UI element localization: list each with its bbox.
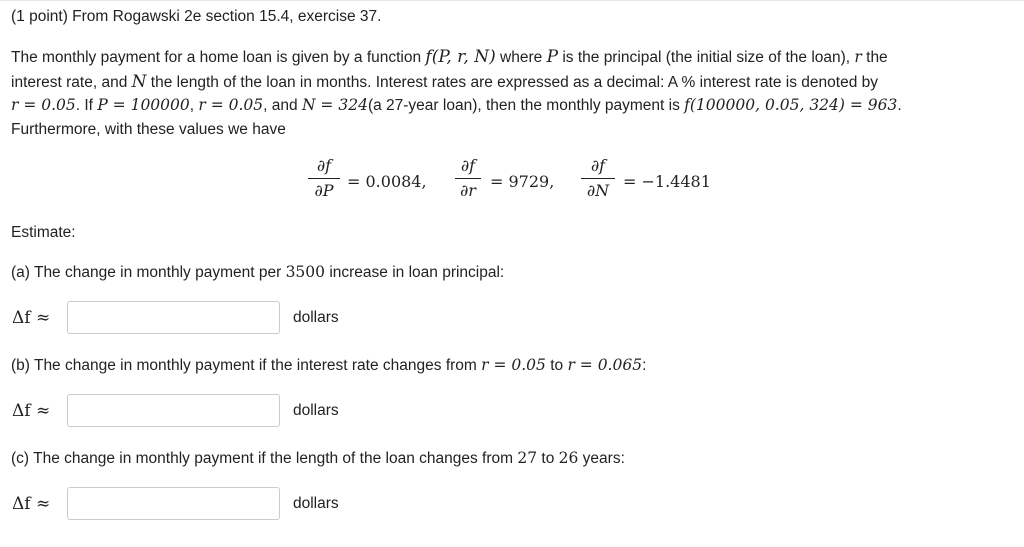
part-text: increase in loan principal: — [325, 264, 505, 281]
math-r-value: r = 0.05 — [11, 96, 76, 114]
answer-input-a[interactable] — [67, 301, 280, 334]
unit-label: dollars — [293, 495, 339, 512]
partial-f-P — [308, 156, 340, 201]
answer-input-b[interactable] — [67, 394, 280, 427]
math-value: 3500 — [285, 263, 326, 281]
math-value: 27 — [517, 449, 538, 467]
part-text: : — [642, 357, 647, 374]
part-text: (b) The change in monthly payment if the interest rate changes from — [11, 357, 482, 374]
partial-numerator: ∂f — [316, 156, 332, 175]
math-value: r = 0.05 — [481, 356, 546, 374]
problem-header: (1 point) From Rogawski 2e section 15.4, exercise 37. — [11, 8, 382, 25]
unit-label: dollars — [293, 309, 339, 326]
intro-line-2 — [11, 72, 878, 92]
part-text: to — [537, 450, 559, 467]
partial-N-value: = −1.4481 — [623, 172, 711, 191]
partial-r-value: = 9729, — [490, 172, 555, 191]
intro-text: the length of the loan in months. Interest rates are expressed as a decimal: A % interest rate is denoted by — [146, 74, 879, 91]
estimate-label: Estimate: — [11, 224, 76, 241]
partial-f-N — [581, 156, 615, 201]
intro-text: The monthly payment for a home loan is given by a function — [11, 49, 426, 66]
partial-numerator: ∂f — [590, 156, 606, 175]
intro-text: , — [189, 97, 199, 114]
intro-text: interest rate, and — [11, 74, 132, 91]
partial-denominator: ∂P — [314, 181, 334, 200]
math-r: r — [854, 48, 862, 66]
math-N: N — [131, 72, 147, 92]
intro-text: , and — [263, 97, 302, 114]
delta-f-approx: Δf ≈ — [12, 401, 51, 421]
part-b-label — [11, 356, 646, 375]
part-text: (a) The change in monthly payment per — [11, 264, 286, 281]
math-f-value: f(100000, 0.05, 324) = 963 — [684, 96, 898, 114]
delta-f-approx: Δf ≈ — [12, 494, 51, 514]
intro-text: where — [495, 49, 547, 66]
math-function: f(P, r, N) — [425, 47, 496, 67]
intro-text: . — [897, 97, 902, 114]
intro-text: (a 27-year loan), then the monthly payment is — [367, 97, 685, 114]
part-a-label — [11, 263, 504, 282]
part-text: to — [545, 357, 568, 374]
math-P: P — [546, 47, 559, 67]
intro-text: . If — [75, 97, 98, 114]
intro-line-3 — [11, 96, 902, 115]
fraction-bar — [581, 178, 615, 179]
math-value: r = 0.065 — [567, 356, 643, 374]
part-text: (c) The change in monthly payment if the length of the loan changes from — [11, 450, 518, 467]
intro-line-1 — [11, 47, 888, 67]
fraction-bar — [308, 178, 340, 179]
answer-input-c[interactable] — [67, 487, 280, 520]
part-c-label — [11, 449, 625, 468]
math-r-value: r = 0.05 — [198, 96, 264, 114]
partial-denominator: ∂r — [460, 181, 476, 200]
fraction-bar — [455, 178, 481, 179]
partial-denominator: ∂N — [586, 181, 610, 200]
top-border — [0, 0, 1024, 1]
math-P-value: P = 100000 — [97, 96, 190, 114]
math-N-value: N = 324 — [301, 96, 368, 114]
math-value: 26 — [558, 449, 579, 467]
unit-label: dollars — [293, 402, 339, 419]
partial-P-value: = 0.0084, — [347, 172, 427, 191]
partial-numerator: ∂f — [460, 156, 476, 175]
delta-f-approx: Δf ≈ — [12, 308, 51, 328]
intro-text: is the principal (the initial size of the loan), — [558, 49, 855, 66]
intro-line-4: Furthermore, with these values we have — [11, 121, 286, 138]
intro-text: the — [861, 49, 888, 66]
partial-f-r — [455, 156, 481, 201]
part-text: years: — [578, 450, 625, 467]
